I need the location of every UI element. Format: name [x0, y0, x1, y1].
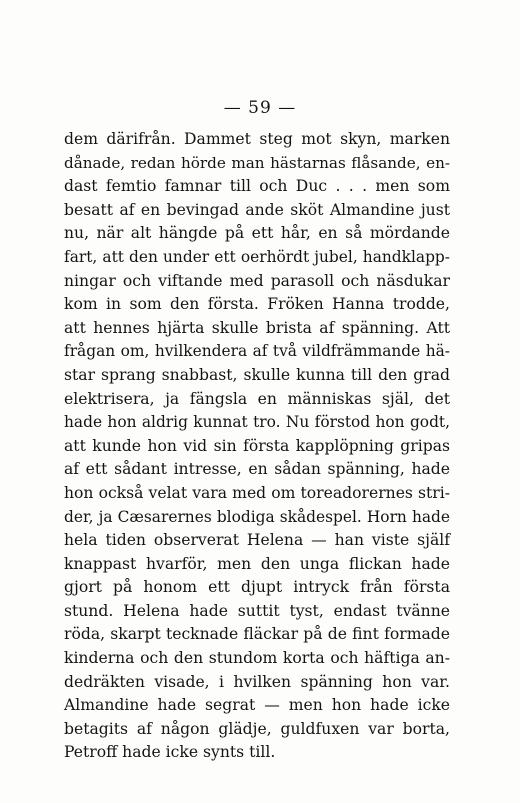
text-line: hade hon aldrig kunnat tro. Nu förstod hon godt, — [64, 413, 450, 432]
text-line: dedräkten visade, i hvilken spänning hon var. — [64, 672, 450, 691]
text-line: frågan om, hvilkendera af två vildfrämmande hä- — [64, 342, 450, 361]
page-number: — 59 — — [223, 98, 297, 118]
body-text — [64, 128, 450, 765]
text-line: att kunde hon vid sin första kapplöpning gripas — [64, 436, 450, 455]
text-line: der, ja Cæsarernes blodiga skådespel. Horn hade — [64, 507, 450, 526]
text-line: röda, skarpt tecknade fläckar på de fint formade — [64, 625, 450, 644]
text-line: hela tiden observerat Helena — han viste själf — [64, 531, 450, 550]
text-line: nu, när alt hängde på ett hår, en så mördande — [64, 224, 450, 243]
text-line: dem därifrån. Dammet steg mot skyn, marken — [64, 130, 450, 148]
text-line: fart, att den under ett oerhördt jubel, handklapp- — [64, 247, 450, 266]
text-line: Almandine hade segrat — men hon hade icke — [64, 696, 450, 715]
text-line: hon också velat vara med om toreadorernes stri- — [64, 483, 450, 502]
text-line: Petroff hade icke synts till. — [64, 743, 276, 762]
text-line: gjort på honom ett djupt intryck från första — [64, 578, 450, 597]
text-line: dånade, redan hörde man hästarnas flåsande, en- — [64, 153, 450, 172]
text-line: betagits af någon glädje, guldfuxen var borta, — [64, 719, 450, 738]
text-line: dast femtio famnar till och Duc . . . men som — [64, 177, 450, 196]
text-line: ningar och viftande med parasoll och näsdukar — [64, 271, 450, 290]
text-line: kom in som den första. Fröken Hanna trodde, — [64, 295, 450, 314]
text-line: star sprang snabbast, skulle kunna till den grad — [64, 365, 450, 384]
text-line: elektrisera, ja fängsla en människas själ, det — [64, 389, 450, 408]
text-line: att hennes hjärta skulle brista af spänning. Att — [64, 318, 450, 337]
text-line: stund. Helena hade suttit tyst, endast tvänne — [64, 601, 450, 620]
text-line: af ett sådant intresse, en sådan spänning, hade — [64, 460, 450, 479]
text-line: knappast hvarför, men den unga flickan hade — [64, 554, 450, 573]
text-line: kinderna och den stundom korta och häftiga an- — [64, 649, 450, 668]
text-line: besatt af en bevingad ande sköt Almandine just — [64, 200, 450, 219]
